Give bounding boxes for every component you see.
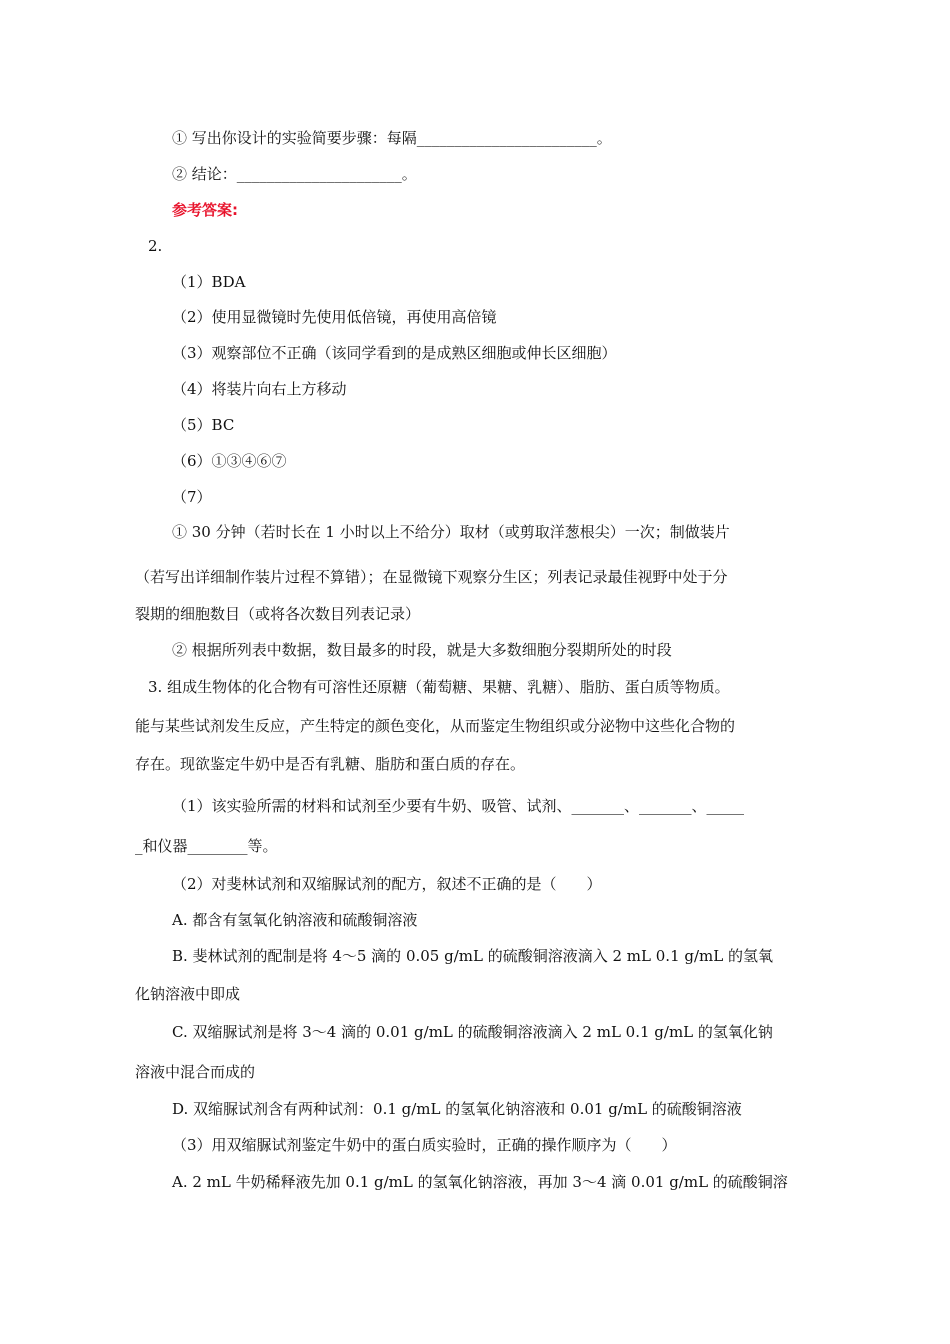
answer-3: （3）观察部位不正确（该同学看到的是成熟区细胞或伸长区细胞） [172, 344, 617, 362]
question-3-2: （2）对斐林试剂和双缩脲试剂的配方，叙述不正确的是（ ） [172, 875, 602, 893]
question-3-1-line2: _和仪器________等。 [135, 837, 278, 855]
sub-question-7-2: ② 结论：______________________。 [172, 165, 417, 183]
option-c-line1: C. 双缩脲试剂是将 3～4 滴的 0.01 g/mL 的硫酸铜溶液滴入 2 mL 0.1 g/mL 的氢氧化钠 [172, 1023, 773, 1041]
answer-1: （1）BDA [172, 273, 246, 291]
answer-7-2: ② 根据所列表中数据，数目最多的时段，就是大多数细胞分裂期所处的时段 [172, 641, 672, 659]
reference-answer-heading: 参考答案: [172, 201, 238, 219]
question-3-line2: 能与某些试剂发生反应，产生特定的颜色变化，从而鉴定生物组织或分泌物中这些化合物的 [135, 717, 736, 735]
option-a: A. 都含有氢氧化钠溶液和硫酸铜溶液 [172, 911, 418, 929]
answer-7-1-line3: 裂期的细胞数目（或将各次数目列表记录） [135, 605, 421, 623]
sub-question-7-1: ① 写出你设计的实验简要步骤：每隔________________________。 [172, 129, 612, 147]
answer-2: （2）使用显微镜时先使用低倍镜，再使用高倍镜 [172, 308, 497, 326]
option-d: D. 双缩脲试剂含有两种试剂：0.1 g/mL 的氢氧化钠溶液和 0.01 g/mL 的硫酸铜溶液 [172, 1100, 742, 1118]
option-b-line2: 化钠溶液中即成 [135, 985, 241, 1003]
answer-4: （4）将装片向右上方移动 [172, 380, 347, 398]
answer-6: （6）①③④⑥⑦ [172, 452, 287, 470]
question-3-line1: 3. 组成生物体的化合物有可溶性还原糖（葡萄糖、果糖、乳糖）、脂肪、蛋白质等物质。 [148, 678, 730, 696]
question-3-3-option-a: A. 2 mL 牛奶稀释液先加 0.1 g/mL 的氢氧化钠溶液，再加 3～4 滴 0.01 g/mL 的硫酸铜溶 [172, 1173, 788, 1191]
answer-7-1-line1: ① 30 分钟（若时长在 1 小时以上不给分）取材（或剪取洋葱根尖）一次；制做装片 [172, 523, 730, 541]
option-c-line2: 溶液中混合而成的 [135, 1063, 256, 1081]
question-3-3: （3）用双缩脲试剂鉴定牛奶中的蛋白质实验时，正确的操作顺序为（ ） [172, 1136, 677, 1154]
question-3-line3: 存在。现欲鉴定牛奶中是否有乳糖、脂肪和蛋白质的存在。 [135, 755, 526, 773]
answer-7: （7） [172, 488, 212, 506]
option-b-line1: B. 斐林试剂的配制是将 4～5 滴的 0.05 g/mL 的硫酸铜溶液滴入 2 mL 0.1 g/mL 的氢氧 [172, 947, 773, 965]
question-number: 2. [148, 237, 163, 255]
answer-5: （5）BC [172, 416, 235, 434]
question-3-1-line1: （1）该实验所需的材料和试剂至少要有牛奶、吸管、试剂、_______、_______、_____ [172, 797, 745, 815]
answer-7-1-line2: （若写出详细制作装片过程不算错）；在显微镜下观察分生区；列表记录最佳视野中处于分 [135, 568, 728, 586]
